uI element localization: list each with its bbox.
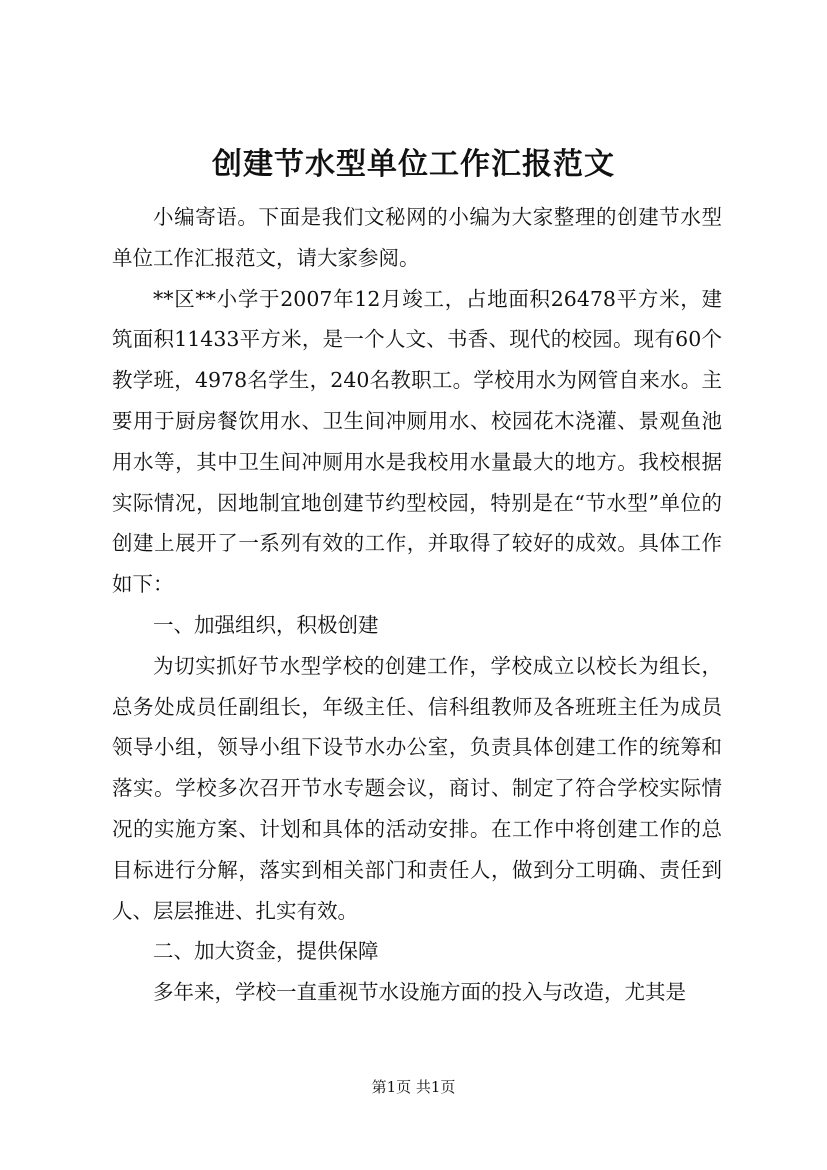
page-footer: 第1页 共1页 [371, 1078, 456, 1096]
school-overview-paragraph: **区**小学于2007年12月竣工，占地面积26478平方米，建筑面积11433平方米，是一个人文、书香、现代的校园。现有60个教学班，4978名学生，240名教职工。学校用水为网管自来水。主要用于厨房餐饮用水、卫生间冲厕用水、校园花木浇灌、景观鱼池用水等，其中卫生间冲厕用水是我校用水量最大的地方。我校根据实际情况，因地制宜地创建节约型校园，特别是在“节水型”单位的创建上展开了一系列有效的工作，并取得了较好的成效。具体工作如下： [112, 286, 722, 597]
document-title: 创建节水型单位工作汇报范文 [212, 147, 615, 182]
section-2-paragraph: 多年来，学校一直重视节水设施方面的投入与改造，尤其是 [153, 980, 686, 1005]
section-1-paragraph: 为切实抓好节水型学校的创建工作，学校成立以校长为组长，总务处成员任副组长，年级主任、信科组教师及各班班主任为成员领导小组，领导小组下设节水办公室，负责具体创建工作的统筹和落实。学校多次召开节水专题会议，商讨、制定了符合学校实际情况的实施方案、计划和具体的活动安排。在工作中将创建工作的总目标进行分解，落实到相关部门和责任人，做到分工明确、责任到人、层层推进、扎实有效。 [112, 653, 722, 923]
section-heading-2: 二、加大资金，提供保障 [153, 939, 379, 964]
document-body [112, 197, 722, 1013]
section-heading-1: 一、加强组织，积极创建 [153, 612, 379, 637]
intro-paragraph: 小编寄语。下面是我们文秘网的小编为大家整理的创建节水型单位工作汇报范文，请大家参阅。 [112, 205, 722, 270]
